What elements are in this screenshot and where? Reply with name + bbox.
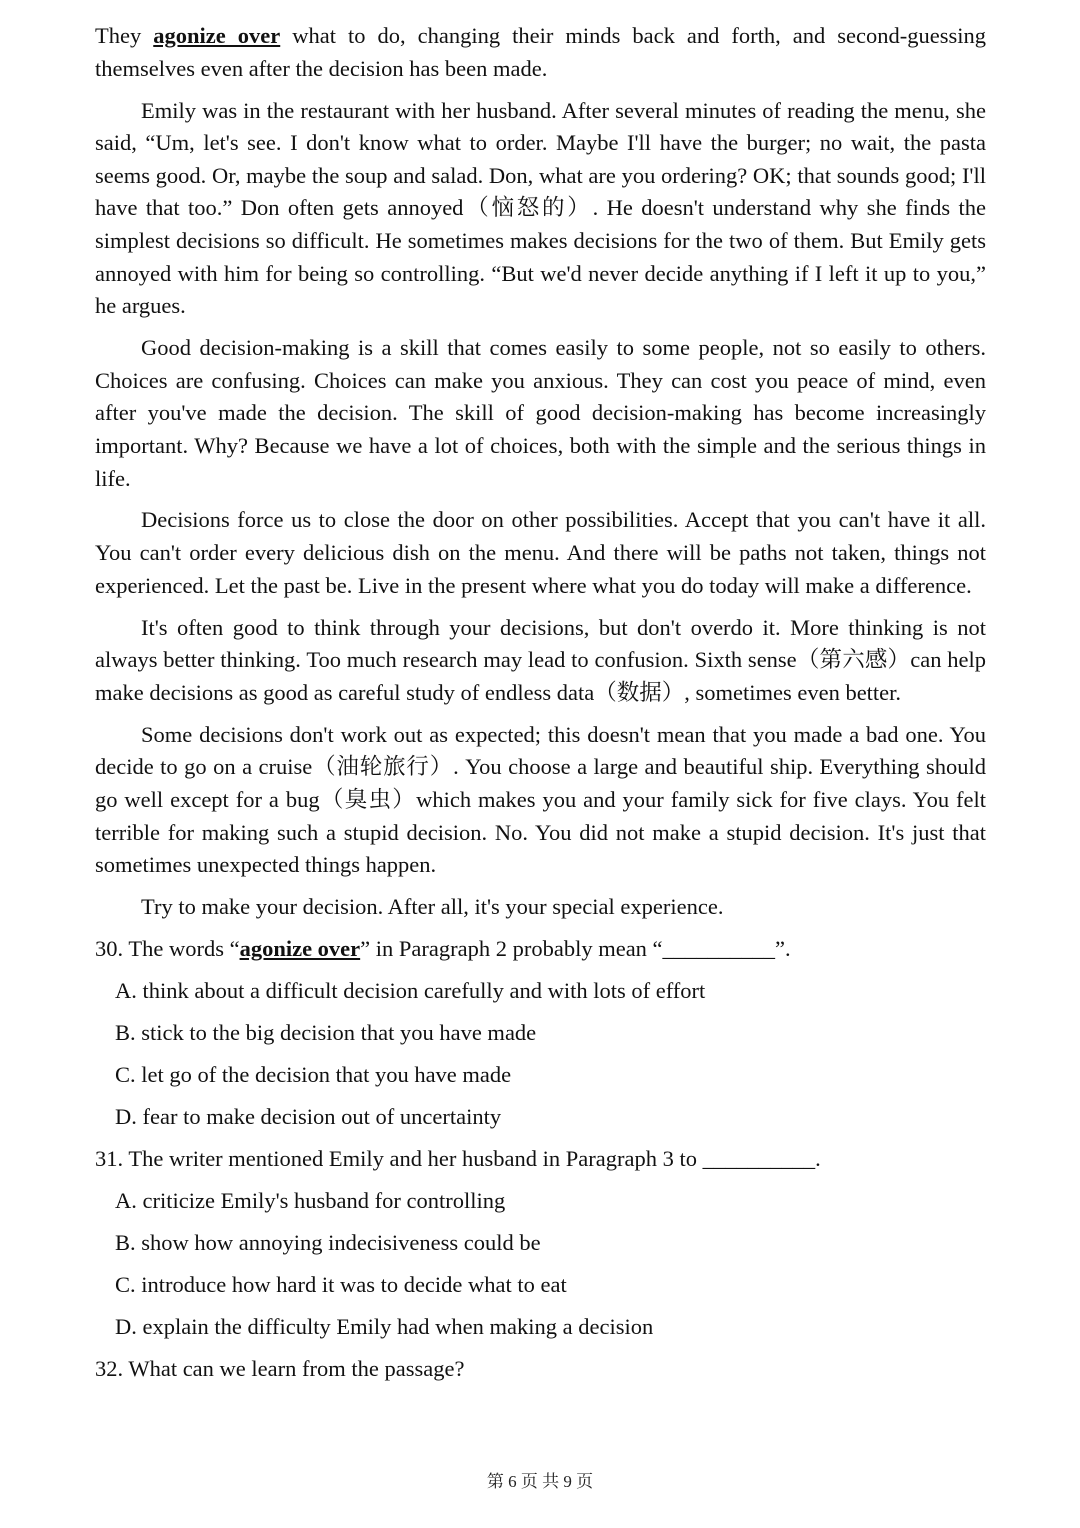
question-30-option-b: B. stick to the big decision that you have made bbox=[115, 1020, 537, 1046]
question-30-key-term: agonize over bbox=[239, 936, 361, 962]
paragraph-1: They agonize over what to do, changing their minds back and forth, and second-guessing themselves even after the decision has been made. bbox=[95, 23, 987, 81]
key-term-agonize-over: agonize over bbox=[153, 23, 281, 48]
paragraph-3: Good decision-making is a skill that comes easily to some people, not so easily to others. Choices are confusing. Choices can make you anxious. They can cost you peace of mind, even after you've made the decision. The skill of good decision-making has become increasingly important. Why? Because we have a lot of choices, both with the simple and the serious things in life. bbox=[95, 335, 986, 491]
question-31-option-b: B. show how annoying indecisiveness could be bbox=[115, 1230, 541, 1256]
paragraph-6: Some decisions don't work out as expected; this doesn't mean that you made a bad one. You decide to go on a cruise（油轮旅行）. You choose a large and beautiful ship. Everything should go well except for a bug（臭虫）which makes you and your family sick for five clays. You felt terrible for making such a stupid decision. No. You did not make a stupid decision. It's just that sometimes unexpected things happen. bbox=[95, 721, 986, 878]
question-31-option-a: A. criticize Emily's husband for controlling bbox=[115, 1188, 506, 1214]
question-30-option-a: A. think about a difficult decision carefully and with lots of effort bbox=[115, 978, 706, 1004]
paragraph-4: Decisions force us to close the door on other possibilities. Accept that you can't have it all. You can't order every delicious dish on the menu. And there will be paths not taken, things not experienced. Let the past be. Live in the present where what you do today will make a difference. bbox=[95, 507, 986, 598]
question-31-option-c: C. introduce how hard it was to decide what to eat bbox=[115, 1272, 567, 1298]
question-30-option-c: C. let go of the decision that you have made bbox=[115, 1062, 512, 1088]
question-30-stem: 30. The words “agonize over” in Paragraph 2 probably mean “__________”. bbox=[95, 936, 791, 962]
question-31-stem: 31. The writer mentioned Emily and her husband in Paragraph 3 to __________. bbox=[95, 1146, 821, 1172]
document-page bbox=[95, 20, 986, 1395]
paragraph-5: It's often good to think through your decisions, but don't overdo it. More thinking is not always better thinking. Too much research may lead to confusion. Sixth sense（第六感）can help make decisions as good as careful study of endless data（数据）, sometimes even better. bbox=[95, 614, 986, 705]
question-32-stem: 32. What can we learn from the passage? bbox=[95, 1356, 465, 1382]
question-31-option-d: D. explain the difficulty Emily had when making a decision bbox=[115, 1314, 654, 1340]
paragraph-2: Emily was in the restaurant with her husband. After several minutes of reading the menu, she said, “Um, let's see. I don't know what to order. Maybe I'll have the burger; no wait, the pasta seems good. Or, maybe the soup and salad. Don, what are you ordering? OK; that sounds good; I'll have that too.” Don often gets annoyed（恼怒的）. He doesn't understand why she finds the simplest decisions so difficult. He sometimes makes decisions for the two of them. But Emily gets annoyed with him for being so controlling. “But we'd never decide anything if I left it up to you,” he argues. bbox=[95, 97, 986, 319]
question-30-option-d: D. fear to make decision out of uncertainty bbox=[115, 1104, 502, 1130]
paragraph-7: Try to make your decision. After all, it's your special experience. bbox=[141, 894, 724, 920]
page-number-footer: 第 6 页 共 9 页 bbox=[486, 1472, 594, 1491]
